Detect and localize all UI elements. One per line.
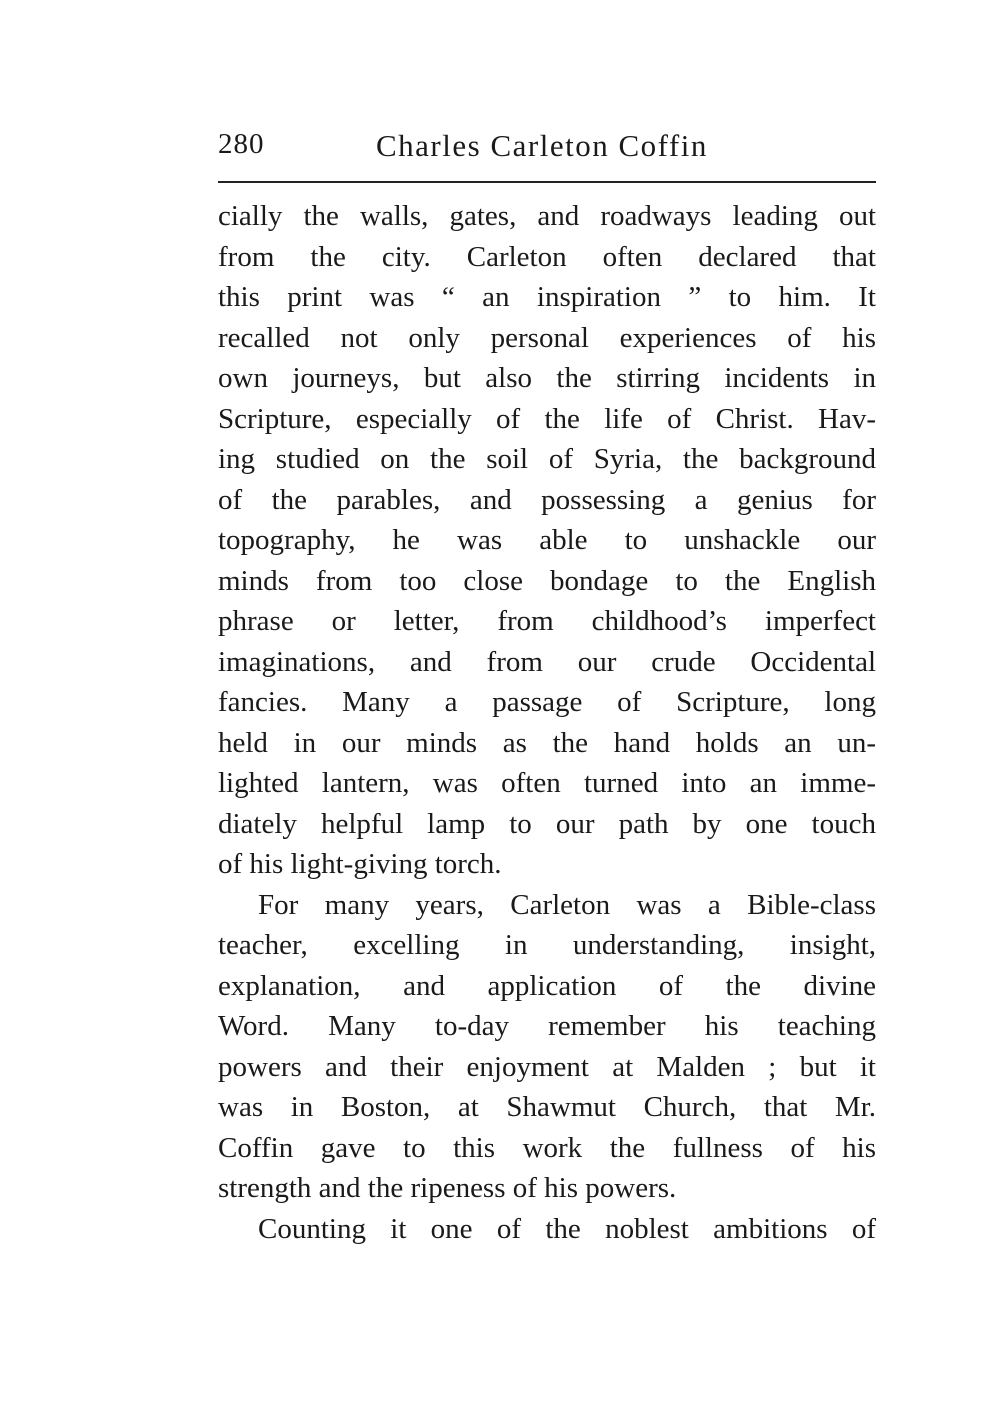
text-line: held in our minds as the hand holds an un- <box>218 726 876 759</box>
text-line: imaginations, and from our crude Occidental <box>218 645 876 678</box>
text-line: fancies. Many a passage of Scripture, long <box>218 686 876 718</box>
page-number: 280 <box>218 128 265 160</box>
text-line: strength and the ripeness of his powers. <box>218 1172 677 1204</box>
text-line: topography, he was able to unshackle our <box>218 524 876 556</box>
text-line: phrase or letter, from childhood’s imperfect <box>218 605 876 637</box>
page-header <box>218 128 876 168</box>
text-line: diately helpful lamp to our path by one touch <box>218 807 876 840</box>
text-line: powers and their enjoyment at Malden ; but it <box>218 1050 876 1083</box>
text-line: of his light-giving torch. <box>218 848 502 880</box>
text-line: own journeys, but also the stirring incidents in <box>218 362 876 394</box>
paragraph-1 <box>218 196 876 885</box>
text-line: explanation, and application of the divine <box>218 969 876 1002</box>
text-line: Scripture, especially of the life of Christ. Hav- <box>218 402 876 435</box>
text-line: Counting it one of the noblest ambitions of <box>258 1212 876 1245</box>
running-title: Charles Carleton Coffin <box>376 128 708 163</box>
text-line: Coffin gave to this work the fullness of his <box>218 1131 876 1164</box>
text-line: was in Boston, at Shawmut Church, that Mr. <box>218 1091 876 1123</box>
text-line: ing studied on the soil of Syria, the background <box>218 443 876 475</box>
text-line: minds from too close bondage to the English <box>218 564 876 597</box>
text-line: from the city. Carleton often declared that <box>218 240 876 273</box>
text-line: recalled not only personal experiences of his <box>218 321 876 354</box>
text-line: teacher, excelling in understanding, insight, <box>218 929 876 961</box>
text-line: this print was “ an inspiration ” to him. It <box>218 281 876 313</box>
text-line: Word. Many to-day remember his teaching <box>218 1010 876 1042</box>
header-rule <box>218 181 876 183</box>
text-line: For many years, Carleton was a Bible-class <box>258 888 876 921</box>
text-line: of the parables, and possessing a genius for <box>218 483 876 516</box>
paragraph-3 <box>218 1209 876 1250</box>
paragraph-2 <box>218 885 876 1209</box>
body-text <box>218 196 876 1249</box>
text-line: lighted lantern, was often turned into an imme- <box>218 767 876 799</box>
text-line: cially the walls, gates, and roadways leading out <box>218 200 876 232</box>
